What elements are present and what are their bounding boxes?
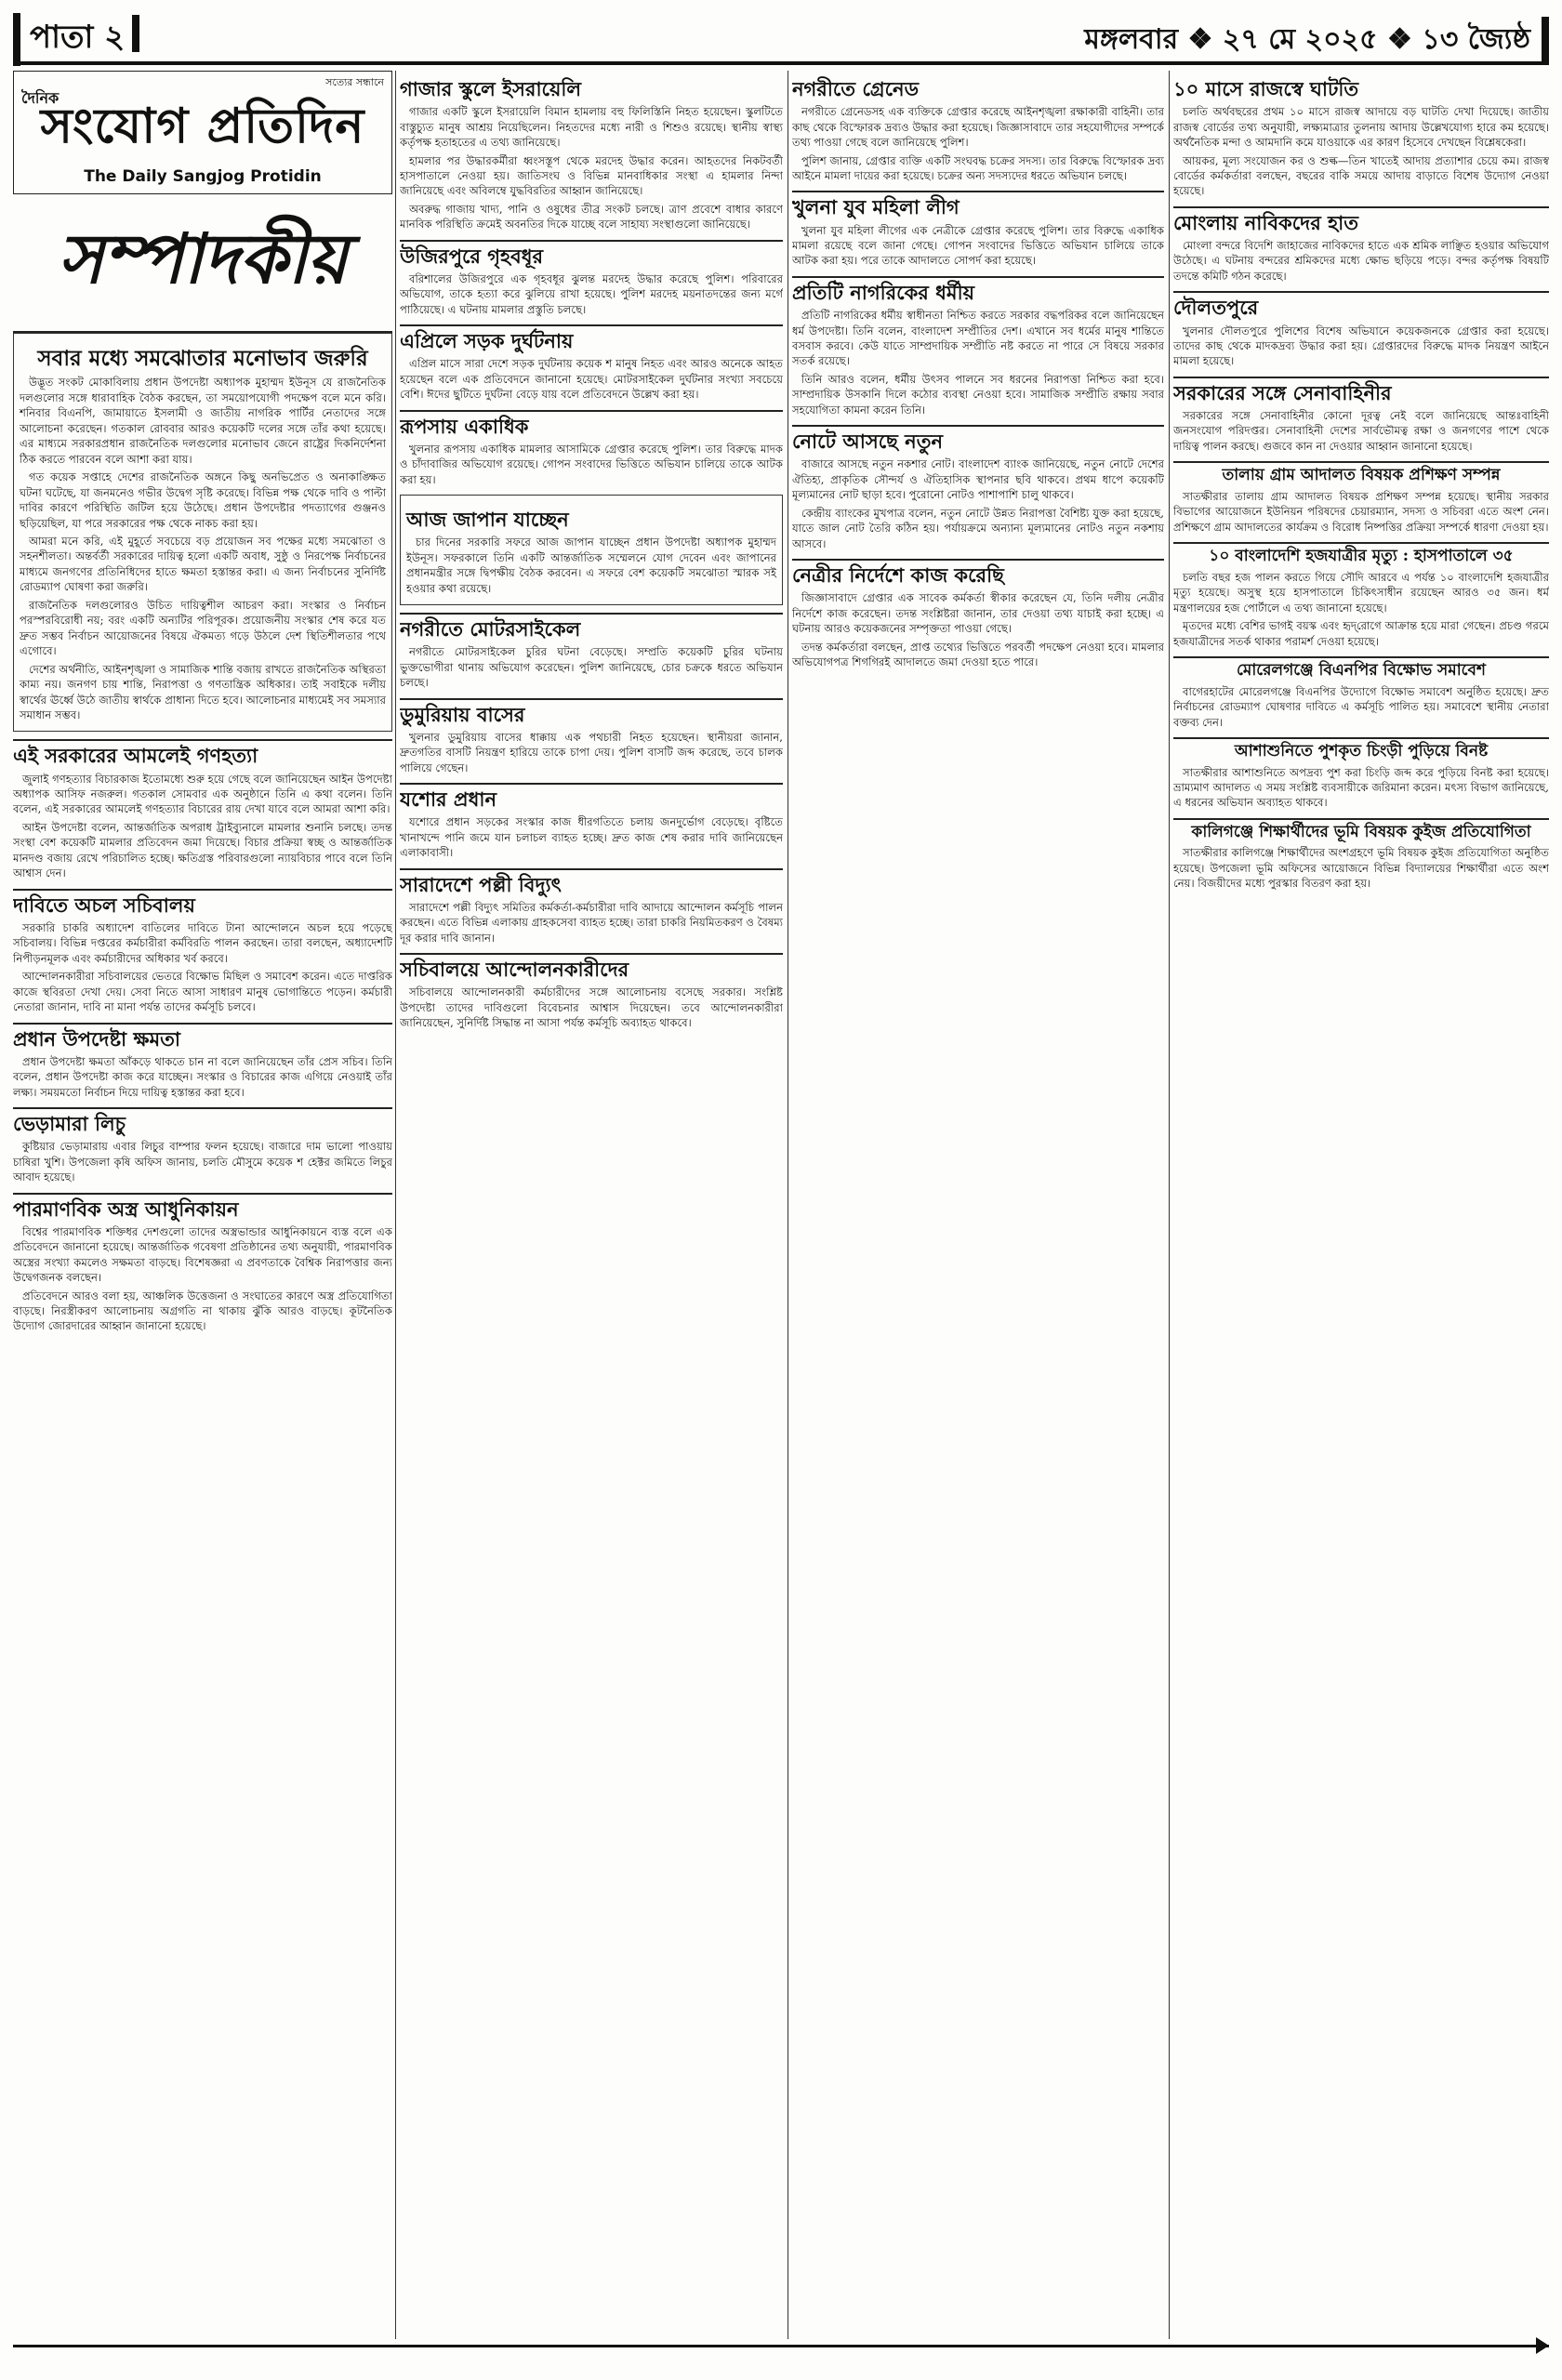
paragraph: তিনি আরও বলেন, ধর্মীয় উৎসব পালনে সব ধরনের নিরাপত্তা নিশ্চিত করা হবে। সাম্প্রদায়িক উসকানি দিলে কঠোর ব্যবস্থা নেওয়া হবে। সামাজিক সম্প্রীতি রক্ষায় সবার সহযোগিতা কামনা করেন তিনি। (792, 372, 1164, 416)
editorial (13, 333, 392, 732)
article (1173, 818, 1549, 892)
article-body (400, 104, 783, 232)
article-body (400, 442, 783, 487)
article (400, 953, 783, 1031)
article-body (406, 535, 776, 596)
article-headline: ১০ বাংলাদেশি হজযাত্রীর মৃত্যু : হাসপাতালে ৩৫ (1173, 542, 1549, 566)
article-body (792, 456, 1164, 551)
article-body (792, 590, 1164, 669)
article-body (13, 772, 392, 881)
article-body (13, 1139, 392, 1184)
paragraph: বরিশালের উজিরপুরে এক গৃহবধূর ঝুলন্ত মরদেহ উদ্ধার করেছে পুলিশ। পরিবারের অভিযোগ, তাকে হত্যা করে ঝুলিয়ে রাখা হয়েছে। পুলিশ মরদেহ ময়নাতদন্তের জন্য মর্গে পাঠিয়েছে। এ ঘটনায় মামলার প্রস্তুতি চলছে। (400, 271, 783, 316)
paragraph: গত কয়েক সপ্তাহে দেশের রাজনৈতিক অঙ্গনে কিছু অনভিপ্রেত ও অনাকাঙ্ক্ষিত ঘটনা ঘটেছে, যা জনমনেও গভীর উদ্বেগ সৃষ্টি করেছে। বিভিন্ন পক্ষ থেকে দাবি ও পাল্টা দাবির কারণে পরিস্থিতি জটিল হয়ে উঠেছে। প্রধান উপদেষ্টার পদত্যাগের গুঞ্জনও ছড়িয়েছিল, যা পরে সরকারের পক্ষ থেকে নাকচ করা হয়। (20, 470, 386, 530)
article (1173, 461, 1549, 535)
article (400, 495, 783, 605)
paragraph: প্রতিবেদনে আরও বলা হয়, আঞ্চলিক উত্তেজনা ও সংঘাতের কারণে অস্ত্র প্রতিযোগিতা বাড়ছে। নিরস্ত্রীকরণ আলোচনায় অগ্রগতি না থাকায় ঝুঁকি আরও বাড়ছে। কূটনৈতিক উদ্যোগ জোরদারের আহ্বান জানানো হয়েছে। (13, 1289, 392, 1333)
newspaper-name: সংযোগ প্রতিদিন (40, 98, 365, 154)
article-headline: নগরীতে গ্রেনেড (792, 77, 920, 100)
column-4 (1173, 71, 1549, 2339)
article-body (400, 356, 783, 402)
article-headline: তালায় গ্রাম আদালত বিষয়ক প্রশিক্ষণ সম্পন্ন (1173, 461, 1549, 485)
column-3 (792, 71, 1164, 2339)
article (13, 889, 392, 1015)
article-headline: পারমাণবিক অস্ত্র আধুনিকায়ন (13, 1193, 392, 1221)
article-headline: উজিরপুরে গৃহবধূর (400, 240, 783, 268)
article (400, 410, 783, 488)
paragraph: প্রধান উপদেষ্টা ক্ষমতা আঁকড়ে থাকতে চান না বলে জানিয়েছেন তাঁর প্রেস সচিব। তিনি বলেন, প্রধান উপদেষ্টা কাজ করে যাচ্ছেন। সংস্কার ও বিচারের কাজ এগিয়ে নেওয়াই তাঁর লক্ষ্য। সময়মতো নির্বাচন দিয়ে দায়িত্ব হস্তান্তর করা হবে। (13, 1054, 392, 1099)
article-body (1173, 104, 1549, 199)
article (792, 559, 1164, 669)
paragraph: চলতি বছর হজ পালন করতে গিয়ে সৌদি আরবে এ পর্যন্ত ১০ বাংলাদেশি হজযাত্রীর মৃত্যু হয়েছে। অসুস্থ হয়ে হাসপাতালে চিকিৎসাধীন রয়েছেন আরও ৩৫ জন। ধর্ম মন্ত্রণালয়ের হজ পোর্টালে এ তথ্য জানানো হয়েছে। (1173, 570, 1549, 615)
article (13, 1193, 392, 1334)
article-headline: সারাদেশে পল্লী বিদ্যুৎ (400, 868, 783, 896)
masthead-daily: দৈনিক (21, 89, 60, 107)
header-rule (13, 61, 1549, 65)
article-body (13, 1224, 392, 1334)
article-body (400, 814, 783, 860)
masthead (13, 71, 392, 194)
article-headline: দাবিতে অচল সচিবালয় (13, 889, 392, 917)
paragraph: এপ্রিল মাসে সারা দেশে সড়ক দুর্ঘটনায় কয়েক শ মানুষ নিহত এবং আরও অনেকে আহত হয়েছেন বলে এক প্রতিবেদনে জানানো হয়েছে। মোটরসাইকেল দুর্ঘটনার সংখ্যা সবচেয়ে বেশি। ঈদের ছুটিতে দুর্ঘটনা বেড়ে যায় বলে প্রতিবেদনে উল্লেখ করা হয়। (400, 357, 783, 402)
paragraph: আমরা মনে করি, এই মুহূর্তে সবচেয়ে বড় প্রয়োজন সব পক্ষের মধ্যে সমঝোতা ও সহনশীলতা। অন্তর্বর্তী সরকারের দায়িত্ব হলো একটি অবাধ, সুষ্ঠু ও নিরপেক্ষ নির্বাচনের মাধ্যমে জনগণের প্রতিনিধিদের হাতে ক্ষমতা হস্তান্তর করা। এ জন্য নির্বাচনের সুনির্দিষ্ট রোডম্যাপ ঘোষণা করা জরুরি। (20, 534, 386, 594)
article (13, 1107, 392, 1185)
article (400, 240, 783, 318)
date-line: মঙ্গলবার ❖ ২৭ মে ২০২৫ ❖ ১৩ জ্যৈষ্ঠ (1084, 17, 1549, 64)
masthead-tagline: সত্যের সন্ধানে (325, 76, 384, 88)
article (1173, 737, 1549, 811)
article (400, 868, 783, 946)
column-1 (13, 71, 392, 2339)
article (792, 425, 1164, 551)
article-headline: এই সরকারের আমলেই গণহত্যা (13, 739, 392, 767)
paragraph: সাতক্ষীরার তালায় গ্রাম আদালত বিষয়ক প্রশিক্ষণ সম্পন্ন হয়েছে। স্থানীয় সরকার বিভাগের আয়োজনে ইউনিয়ন পরিষদের চেয়ারম্যান, সদস্য ও সচিবরা এতে অংশ নেন। প্রশিক্ষণে গ্রাম আদালতের কার্যক্রম ও বিরোধ নিষ্পত্তির প্রক্রিয়া সম্পর্কে ধারণা দেওয়া হয়। (1173, 489, 1549, 534)
paragraph: খুলনার রূপসায় একাধিক মামলার আসামিকে গ্রেপ্তার করেছে পুলিশ। তার বিরুদ্ধে মাদক ও চাঁদাবাজির অভিযোগ রয়েছে। গোপন সংবাদের ভিত্তিতে অভিযান চালিয়ে তাকে আটক করা হয়। (400, 442, 783, 486)
article-headline: মোরেলগঞ্জে বিএনপির বিক্ষোভ সমাবেশ (1173, 656, 1549, 681)
paragraph: মৃতদের মধ্যে বেশির ভাগই বয়স্ক এবং হৃদ্‌রোগে আক্রান্ত হয়ে মারা গেছেন। প্রচণ্ড গরমে হজযাত্রীদের সতর্ক থাকার পরামর্শ দেওয়া হয়েছে। (1173, 619, 1549, 648)
paragraph: বাগেরহাটের মোরেলগঞ্জে বিএনপির উদ্যোগে বিক্ষোভ সমাবেশ অনুষ্ঠিত হয়েছে। দ্রুত নির্বাচনের রোডম্যাপ ঘোষণার দাবিতে এ কর্মসূচি পালিত হয়। সমাবেশে স্থানীয় নেতারা বক্তব্য দেন। (1173, 684, 1549, 729)
article (13, 1023, 392, 1101)
page-number: পাতা ২ (13, 13, 125, 66)
page-header (13, 7, 1549, 60)
article-headline: এপ্রিলে সড়ক দুর্ঘটনায় (400, 324, 783, 352)
article (400, 324, 783, 403)
paragraph: সচিবালয়ে আন্দোলনকারী কর্মচারীদের সঙ্গে আলোচনায় বসেছে সরকার। সংশ্লিষ্ট উপদেষ্টা তাদের দাবিগুলো বিবেচনার আশ্বাস দিয়েছেন। তবে আন্দোলনকারীরা জানিয়েছেন, সুনির্দিষ্ট সিদ্ধান্ত না আসা পর্যন্ত কর্মসূচি অব্যাহত থাকবে। (400, 985, 783, 1030)
column-2 (400, 71, 783, 2339)
article (1173, 377, 1549, 455)
article-body (400, 985, 783, 1030)
article (1173, 74, 1549, 199)
article-body (1173, 845, 1549, 891)
paragraph: আইন উপদেষ্টা বলেন, আন্তর্জাতিক অপরাধ ট্রাইব্যুনালে মামলার শুনানি চলছে। তদন্ত সংস্থা বেশ কয়েকটি মামলার প্রতিবেদন জমা দিয়েছে। বিচার প্রক্রিয়া স্বচ্ছ ও আন্তর্জাতিক মানদণ্ড বজায় রেখে পরিচালিত হচ্ছে। ক্ষতিগ্রস্ত পরিবারগুলো ন্যায়বিচার পাবে বলে তিনি আশ্বাস দেন। (13, 820, 392, 880)
article (1173, 291, 1549, 369)
paragraph: আয়কর, মূল্য সংযোজন কর ও শুল্ক—তিন খাতেই আদায় প্রত্যাশার চেয়ে কম। রাজস্ব বোর্ডের কর্মকর্তারা বলছেন, বছরের বাকি সময়ে আদায় বাড়াতে বিশেষ উদ্যোগ নেওয়া হয়েছে। (1173, 153, 1549, 198)
article-headline: নোটে আসছে নতুন (792, 425, 1164, 453)
column-divider (395, 71, 396, 2339)
paragraph: বিশ্বের পারমাণবিক শক্তিধর দেশগুলো তাদের অস্ত্রভান্ডার আধুনিকায়নে ব্যস্ত বলে এক প্রতিবেদনে জানানো হয়েছে। আন্তর্জাতিক গবেষণা প্রতিষ্ঠানের তথ্য অনুযায়ী, পারমাণবিক অস্ত্রের সংখ্যা কমলেও সক্ষমতা বাড়ছে। বিশেষজ্ঞরা এ প্রবণতাকে বৈশ্বিক নিরাপত্তার জন্য উদ্বেগজনক বলছেন। (13, 1224, 392, 1285)
editorial-body (20, 375, 386, 722)
paragraph: চার দিনের সরকারি সফরে আজ জাপান যাচ্ছেন প্রধান উপদেষ্টা অধ্যাপক মুহাম্মদ ইউনূস। সফরকালে তিনি একটি আন্তর্জাতিক সম্মেলনে যোগ দেবেন এবং জাপানের প্রধানমন্ত্রীর সঙ্গে দ্বিপক্ষীয় বৈঠক করবেন। এ সফরে বেশ কয়েকটি সমঝোতা স্মারক সই হওয়ার কথা রয়েছে। (406, 536, 776, 595)
paragraph: জিজ্ঞাসাবাদে গ্রেপ্তার এক সাবেক কর্মকর্তা স্বীকার করেছেন যে, তিনি দলীয় নেত্রীর নির্দেশে কাজ করেছেন। তদন্ত সংশ্লিষ্টরা জানান, তার দেওয়া তথ্য যাচাই করা হচ্ছে। এ ঘটনায় আরও কয়েকজনের সম্পৃক্ততা পাওয়া গেছে। (792, 591, 1164, 636)
article-body (792, 104, 1164, 183)
paragraph: জুলাই গণহত্যার বিচারকাজ ইতোমধ্যে শুরু হয়ে গেছে বলে জানিয়েছেন আইন উপদেষ্টা অধ্যাপক আসিফ নজরুল। গতকাল সোমবার এক অনুষ্ঠানে তিনি এ কথা বলেন। তিনি বলেন, এই সরকারের আমলেই গণহত্যার বিচারের রায় দেখা যাবে বলে আমরা আশা করি। (13, 772, 392, 816)
article-headline: আশাশুনিতে পুশকৃত চিংড়ী পুড়িয়ে বিনষ্ট (1173, 737, 1549, 761)
paragraph: দেশের অর্থনীতি, আইনশৃঙ্খলা ও সামাজিক শান্তি বজায় রাখতে রাজনৈতিক অস্থিরতা কাম্য নয়। জনগণ চায় শান্তি, নিরাপত্তা ও গণতান্ত্রিক অধিকার। তাই সবাইকে দলীয় স্বার্থের ঊর্ধ্বে উঠে জাতীয় স্বার্থকে প্রাধান্য দিতে হবে। আলোচনার মাধ্যমেই সব সমস্যার সমাধান সম্ভব। (20, 662, 386, 721)
article (400, 74, 783, 232)
paragraph: সারাদেশে পল্লী বিদ্যুৎ সমিতির কর্মকর্তা-কর্মচারীরা দাবি আদায়ে আন্দোলন কর্মসূচি পালন করছেন। এতে বিভিন্ন এলাকায় গ্রাহকসেবা ব্যাহত হচ্ছে। তারা চাকরি নিয়মিতকরণ ও বৈষম্য দূর করার দাবি জানান। (400, 900, 783, 945)
paragraph: অবরুদ্ধ গাজায় খাদ্য, পানি ও ওষুধের তীব্র সংকট চলছে। ত্রাণ প্রবেশে বাধার কারণে মানবিক পরিস্থিতি ক্রমেই অবনতির দিকে যাচ্ছে বলে সাহায্য সংস্থাগুলো জানিয়েছে। (400, 202, 783, 231)
paragraph: খুলনার ডুমুরিয়ায় বাসের ধাক্কায় এক পথচারী নিহত হয়েছেন। স্থানীয়রা জানান, দ্রুতগতির বাসটি নিয়ন্ত্রণ হারিয়ে তাকে চাপা দেয়। পুলিশ বাসটি জব্দ করেছে, তবে চালক পালিয়ে গেছেন। (400, 730, 783, 774)
page-end-arrow-icon (1536, 2337, 1549, 2354)
article-headline: ডুমুরিয়ায় বাসের (400, 698, 783, 726)
article (1173, 542, 1549, 649)
article-body (400, 271, 783, 317)
paragraph: নগরীতে মোটরসাইকেল চুরির ঘটনা বেড়েছে। সম্প্রতি কয়েকটি চুরির ঘটনায় ভুক্তভোগীরা থানায় অভিযোগ করেছেন। পুলিশ জানিয়েছে, চোর চক্রকে ধরতে অভিযান চলছে। (400, 645, 783, 690)
article-body (1173, 238, 1549, 284)
newspaper-name-english: The Daily Sangjog Protidin (84, 167, 322, 186)
editorial-headline: সবার মধ্যে সমঝোতার মনোভাব জরুরি (37, 346, 368, 371)
footer-rule (13, 2345, 1549, 2347)
article (792, 191, 1164, 269)
article-body (1173, 765, 1549, 811)
paragraph: খুলনা যুব মহিলা লীগের এক নেত্রীকে গ্রেপ্তার করেছে পুলিশ। তার বিরুদ্ধে একাধিক মামলা রয়েছে বলে জানা গেছে। গোপন সংবাদের ভিত্তিতে অভিযান চালিয়ে তাকে আটক করা হয়। পরে তাকে আদালতে সোপর্দ করা হয়েছে। (792, 223, 1164, 268)
paragraph: গাজার একটি স্কুলে ইসরায়েলি বিমান হামলায় বহু ফিলিস্তিনি নিহত হয়েছেন। স্কুলটিতে বাস্তুচ্যুত মানুষ আশ্রয় নিয়েছিলেন। নিহতদের মধ্যে নারী ও শিশুও রয়েছে। স্থানীয় স্বাস্থ্য কর্তৃপক্ষ হতাহতের এ তথ্য জানিয়েছে। (400, 105, 783, 150)
article-headline: সচিবালয়ে আন্দোলনকারীদের (400, 953, 783, 981)
article-body (400, 900, 783, 945)
paragraph: আন্দোলনকারীরা সচিবালয়ের ভেতরে বিক্ষোভ মিছিল ও সমাবেশ করেন। এতে দাপ্তরিক কাজে স্থবিরতা দেখা দেয়। সেবা নিতে আসা সাধারণ মানুষ ভোগান্তিতে পড়েন। কর্মচারী নেতারা জানান, দাবি না মানা পর্যন্ত তাদের কর্মসূচি চলবে। (13, 970, 392, 1014)
article-body (1173, 324, 1549, 369)
article-body (13, 920, 392, 1015)
article-headline: নগরীতে মোটরসাইকেল (400, 613, 783, 641)
article-headline: সরকারের সঙ্গে সেনাবাহিনীর (1173, 377, 1549, 404)
article (792, 276, 1164, 417)
column-divider (1169, 71, 1170, 2339)
paragraph: খুলনার দৌলতপুরে পুলিশের বিশেষ অভিযানে কয়েকজনকে গ্রেপ্তার করা হয়েছে। তাদের কাছ থেকে মাদকদ্রব্য উদ্ধার করা হয়। গ্রেপ্তারদের বিরুদ্ধে মাদক নিয়ন্ত্রণ আইনে মামলা হয়েছে। (1173, 324, 1549, 368)
paragraph: উদ্ভূত সংকট মোকাবিলায় প্রধান উপদেষ্টা অধ্যাপক মুহাম্মদ ইউনূস যে রাজনৈতিক দলগুলোর সঙ্গে ধারাবাহিক বৈঠক করছেন, তা সময়োপযোগী পদক্ষেপ বলে মনে করি। শনিবার বিএনপি, জামায়াতে ইসলামী ও জাতীয় নাগরিক পার্টির নেতাদের সঙ্গে আলোচনা করেছেন। গতকাল রোববার আরও কয়েকটি দলের সঙ্গে তাঁর কথা হয়েছে। এর মাধ্যমে সরকারপ্রধান রাজনৈতিক দলগুলোর মনোভাব জেনে রাষ্ট্রের দিকনির্দেশনা ঠিক করতে পারবেন বলে আশা করা যায়। (20, 376, 386, 466)
article-headline: দৌলতপুরে (1173, 291, 1549, 319)
paragraph: মোংলা বন্দরে বিদেশি জাহাজের নাবিকদের হাতে এক শ্রমিক লাঞ্ছিত হওয়ার অভিযোগ উঠেছে। এ ঘটনায় বন্দরের শ্রমিকদের মধ্যে ক্ষোভ ছড়িয়ে পড়ে। বন্দর কর্তৃপক্ষ বিষয়টি তদন্তে কমিটি গঠন করেছে। (1173, 239, 1549, 283)
article-headline: গাজার স্কুলে ইসরায়েলি (400, 77, 582, 100)
article-headline: যশোর প্রধান (400, 783, 783, 811)
article (400, 783, 783, 861)
paragraph: যশোরে প্রধান সড়কের সংস্কার কাজ ধীরগতিতে চলায় জনদুর্ভোগ বেড়েছে। বৃষ্টিতে খানাখন্দে পানি জমে যান চলাচল ব্যাহত হচ্ছে। দ্রুত কাজ শেষ করার দাবি জানিয়েছেন এলাকাবাসী। (400, 815, 783, 860)
article-headline: আজ জাপান যাচ্ছেন (406, 508, 569, 532)
article-headline: প্রধান উপদেষ্টা ক্ষমতা (13, 1023, 392, 1051)
article-body (1173, 408, 1549, 454)
paragraph: প্রতিটি নাগরিকের ধর্মীয় স্বাধীনতা নিশ্চিত করতে সরকার বদ্ধপরিকর বলে জানিয়েছেন ধর্ম উপদেষ্টা। তিনি বলেন, বাংলাদেশ সম্প্রীতির দেশ। এখানে সব ধর্মের মানুষ শান্তিতে বসবাস করবে। কেউ যাতে সাম্প্রদায়িক সম্প্রীতি নষ্ট করতে না পারে সে বিষয়ে সরকার সতর্ক রয়েছে। (792, 309, 1164, 368)
article-headline: নেত্রীর নির্দেশে কাজ করেছি (792, 559, 1164, 587)
paragraph: রাজনৈতিক দলগুলোরও উচিত দায়িত্বশীল আচরণ করা। সংস্কার ও নির্বাচন পরস্পরবিরোধী নয়; বরং একটি অন্যটির পরিপূরক। প্রয়োজনীয় সংস্কার শেষ করে যত দ্রুত সম্ভব নির্বাচন আয়োজনের বিষয়ে ঐকমত্য গড়ে উঠলে দেশ স্থিতিশীলতার পথে এগোবে। (20, 598, 386, 658)
article-body (1173, 489, 1549, 535)
article (792, 74, 1164, 183)
article (1173, 656, 1549, 730)
article (400, 698, 783, 776)
article (13, 739, 392, 880)
paragraph: সরকারি চাকরি অধ্যাদেশ বাতিলের দাবিতে টানা আন্দোলনে অচল হয়ে পড়েছে সচিবালয়। বিভিন্ন দপ্তরের কর্মচারীরা কর্মবিরতি পালন করছেন। তারা বলছেন, অধ্যাদেশটি নিপীড়নমূলক এবং কর্মচারীদের অধিকার খর্ব করবে। (13, 920, 392, 965)
article (400, 613, 783, 691)
article-body (792, 308, 1164, 417)
paragraph: সাতক্ষীরার কালিগঞ্জে শিক্ষার্থীদের অংশগ্রহণে ভূমি বিষয়ক কুইজ প্রতিযোগিতা অনুষ্ঠিত হয়েছে। উপজেলা ভূমি অফিসের আয়োজনে বিভিন্ন বিদ্যালয়ের শিক্ষার্থীরা এতে অংশ নেয়। বিজয়ীদের মধ্যে পুরস্কার বিতরণ করা হয়। (1173, 846, 1549, 891)
paragraph: বাজারে আসছে নতুন নকশার নোট। বাংলাদেশ ব্যাংক জানিয়েছে, নতুন নোটে দেশের ঐতিহ্য, প্রাকৃতিক সৌন্দর্য ও ঐতিহাসিক স্থাপনার ছবি থাকবে। প্রথম ধাপে কয়েকটি মূল্যমানের নোট ছাড়া হবে। পুরোনো নোটও পাশাপাশি চালু থাকবে। (792, 457, 1164, 502)
article-headline: কালিগঞ্জে শিক্ষার্থীদের ভূমি বিষয়ক কুইজ প্রতিযোগিতা (1173, 818, 1549, 842)
article-body (1173, 570, 1549, 649)
paragraph: নগরীতে গ্রেনেডসহ এক ব্যক্তিকে গ্রেপ্তার করেছে আইনশৃঙ্খলা রক্ষাকারী বাহিনী। তার কাছ থেকে বিস্ফোরক দ্রব্যও উদ্ধার করা হয়েছে। জিজ্ঞাসাবাদে তার সহযোগীদের সম্পর্কে তথ্য পাওয়া গেছে বলে জানিয়েছে পুলিশ। (792, 105, 1164, 150)
article-headline: প্রতিটি নাগরিকের ধর্মীয় (792, 276, 1164, 304)
paragraph: কুষ্টিয়ার ভেড়ামারায় এবার লিচুর বাম্পার ফলন হয়েছে। বাজারে দাম ভালো পাওয়ায় চাষিরা খুশি। উপজেলা কৃষি অফিস জানায়, চলতি মৌসুমে কয়েক শ হেক্টর জমিতে লিচুর আবাদ হয়েছে। (13, 1140, 392, 1184)
article-headline: ভেড়ামারা লিচু (13, 1107, 392, 1135)
paragraph: কেন্দ্রীয় ব্যাংকের মুখপাত্র বলেন, নতুন নোটে উন্নত নিরাপত্তা বৈশিষ্ট্য যুক্ত করা হয়েছে, যাতে জাল নোট তৈরি কঠিন হয়। পর্যায়ক্রমে অন্যান্য মূল্যমানের নোটও নতুন নকশায় আসবে। (792, 506, 1164, 550)
article-body (13, 1054, 392, 1100)
article-body (400, 730, 783, 775)
article-headline: মোংলায় নাবিকদের হাত (1173, 206, 1549, 234)
section-title: সম্পাদকীয় (13, 194, 392, 333)
paragraph: চলতি অর্থবছরের প্রথম ১০ মাসে রাজস্ব আদায়ে বড় ঘাটতি দেখা দিয়েছে। জাতীয় রাজস্ব বোর্ডের তথ্য অনুযায়ী, লক্ষ্যমাত্রার তুলনায় আদায় উল্লেখযোগ্য হারে কম হয়েছে। অর্থনৈতিক মন্দা ও আমদানি কমে যাওয়াকে এর কারণ হিসেবে দেখছেন বিশ্লেষকেরা। (1173, 105, 1549, 150)
article-body (400, 644, 783, 690)
article-body (792, 223, 1164, 269)
paragraph: হামলার পর উদ্ধারকর্মীরা ধ্বংসস্তূপ থেকে মরদেহ উদ্ধার করেন। আহতদের নিকটবর্তী হাসপাতালে নেওয়া হয়। জাতিসংঘ ও বিভিন্ন মানবাধিকার সংস্থা এ হামলার নিন্দা জানিয়েছে এবং অবিলম্বে যুদ্ধবিরতির আহ্বান জানিয়েছে। (400, 153, 783, 198)
paragraph: সাতক্ষীরার আশাশুনিতে অপদ্রব্য পুশ করা চিংড়ি জব্দ করে পুড়িয়ে বিনষ্ট করা হয়েছে। ভ্রাম্যমাণ আদালত এ সময় সংশ্লিষ্ট ব্যবসায়ীকে জরিমানা করেন। মৎস্য বিভাগ জানিয়েছে, এ ধরনের অভিযান অব্যাহত থাকবে। (1173, 765, 1549, 810)
paragraph: তদন্ত কর্মকর্তারা বলছেন, প্রাপ্ত তথ্যের ভিত্তিতে পরবর্তী পদক্ষেপ নেওয়া হবে। মামলার অভিযোগপত্র শিগগিরই আদালতে জমা দেওয়া হতে পারে। (792, 640, 1164, 669)
article-headline: খুলনা যুব মহিলা লীগ (792, 191, 1164, 218)
paragraph: পুলিশ জানায়, গ্রেপ্তার ব্যক্তি একটি সংঘবদ্ধ চক্রের সদস্য। তার বিরুদ্ধে বিস্ফোরক দ্রব্য আইনে মামলা দায়ের করা হয়েছে। চক্রের অন্য সদস্যদের ধরতে অভিযান চলছে। (792, 153, 1164, 182)
article (1173, 206, 1549, 284)
article-headline: ১০ মাসে রাজস্বে ঘাটতি (1173, 77, 1359, 100)
paragraph: সরকারের সঙ্গে সেনাবাহিনীর কোনো দূরত্ব নেই বলে জানিয়েছে আন্তঃবাহিনী জনসংযোগ পরিদপ্তর। সেনাবাহিনী দেশের সার্বভৌমত্ব রক্ষা ও জনগণের পাশে থেকে দায়িত্ব পালন করছে। গুজবে কান না দেওয়ার আহ্বান জানানো হয়েছে। (1173, 409, 1549, 453)
article-headline: রূপসায় একাধিক (400, 410, 783, 438)
article-body (1173, 684, 1549, 730)
